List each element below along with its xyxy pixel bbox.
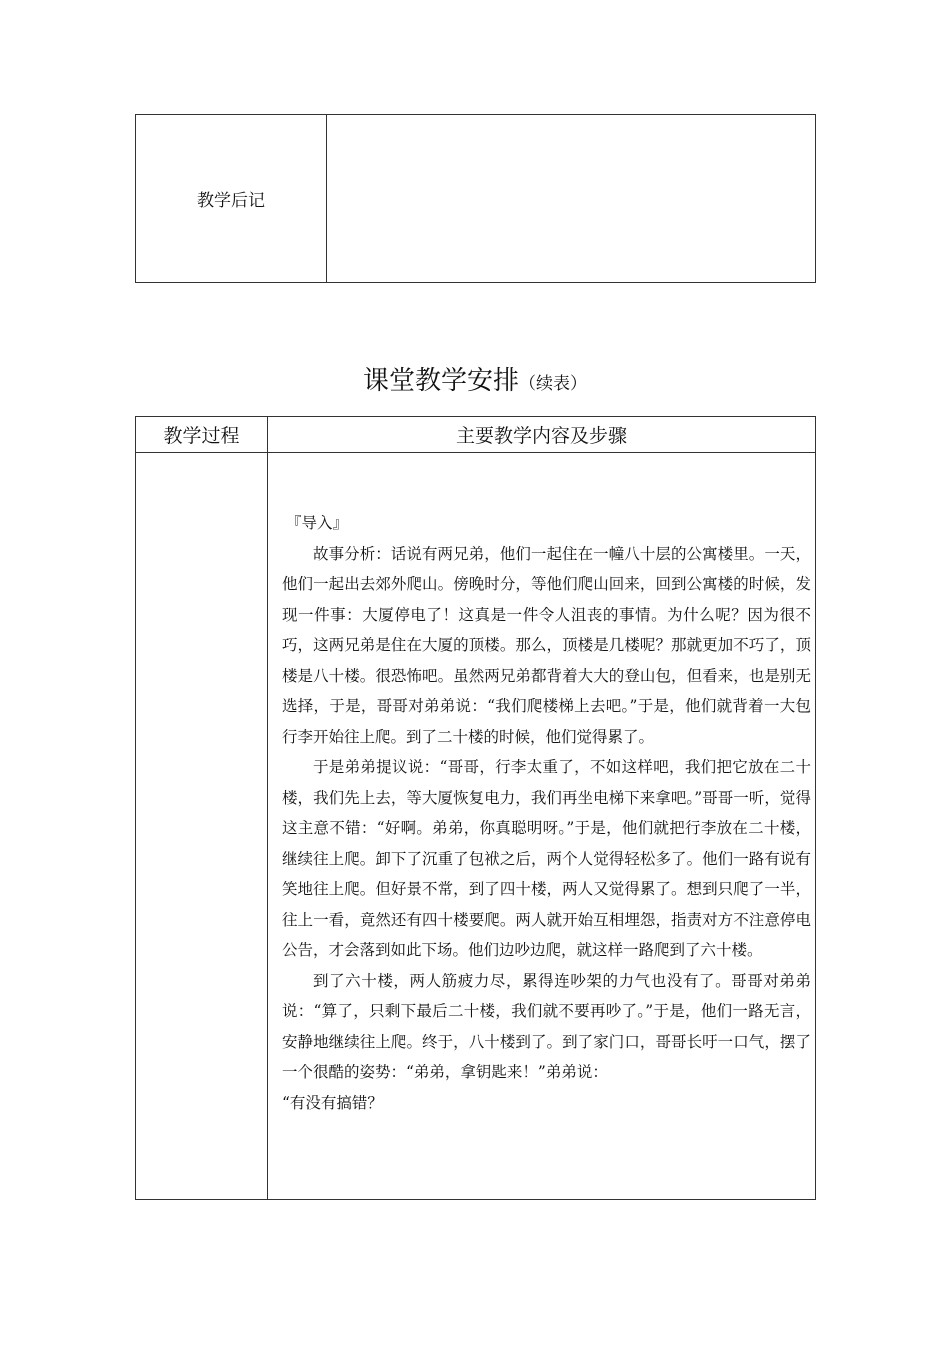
story-paragraph-3: 到了六十楼，两人筋疲力尽，累得连吵架的力气也没有了。哥哥对弟弟说：“算了，只剩下最后二十楼，我们就不要再吵了。”于是，他们一路无言，安静地继续往上爬。终于，八十楼到了。到了家门口，哥哥长吁一口气，摆了一个很酷的姿势：“弟弟，拿钥匙来！”弟弟说： — [282, 971, 811, 1081]
content-cell — [268, 453, 815, 1200]
teaching-reflection-label: 教学后记 — [136, 115, 327, 282]
section-heading-intro: 『导入』 — [286, 514, 349, 532]
story-paragraph-2: 于是弟弟提议说：“哥哥，行李太重了，不如这样吧，我们把它放在二十楼，我们先上去，等大厦恢复电力，我们再坐电梯下来拿吧。”哥哥一听，觉得这主意不错：“好啊。弟弟，你真聪明呀。”于是，他们就把行李放在二十楼，继续往上爬。卸下了沉重了包袱之后，两个人觉得轻松多了。他们一路有说有笑地往上爬。但好景不常，到了四十楼，两人又觉得累了。想到只爬了一半，往上一看，竟然还有四十楼要爬。两人就开始互相埋怨，指责对方不注意停电公告，才会落到如此下场。他们边吵边爬，就这样一路爬到了六十楼。 — [282, 758, 811, 959]
page-title-main: 课堂教学安排 — [362, 366, 519, 396]
header-teaching-process: 教学过程 — [136, 417, 268, 452]
header-main-content: 主要教学内容及步骤 — [455, 425, 627, 447]
table-body-row — [136, 453, 815, 1200]
teaching-reflection-content — [327, 115, 815, 282]
page-title — [0, 360, 950, 397]
teaching-reflection-table — [135, 114, 816, 283]
story-paragraph-1: 故事分析：话说有两兄弟，他们一起住在一幢八十层的公寓楼里。一天，他们一起出去郊外爬山。傍晚时分，等他们爬山回来，回到公寓楼的时候，发现一件事：大厦停电了！这真是一件令人沮丧的事情。为什么呢？因为很不巧，这两兄弟是住在大厦的顶楼。那么，顶楼是几楼呢？那就更加不巧了，顶楼是八十楼。很恐怖吧。虽然两兄弟都背着大大的登山包，但看来，也是别无选择，于是，哥哥对弟弟说：“我们爬楼梯上去吧。”于是，他们就背着一大包行李开始往上爬。到了二十楼的时候，他们觉得累了。 — [282, 544, 811, 746]
story-paragraph-4: “有没有搞错？ — [282, 1093, 383, 1112]
process-cell — [136, 453, 268, 1200]
lesson-plan-table — [135, 416, 816, 1200]
page-title-suffix: （续表） — [519, 374, 587, 394]
table-header-row — [136, 417, 815, 453]
